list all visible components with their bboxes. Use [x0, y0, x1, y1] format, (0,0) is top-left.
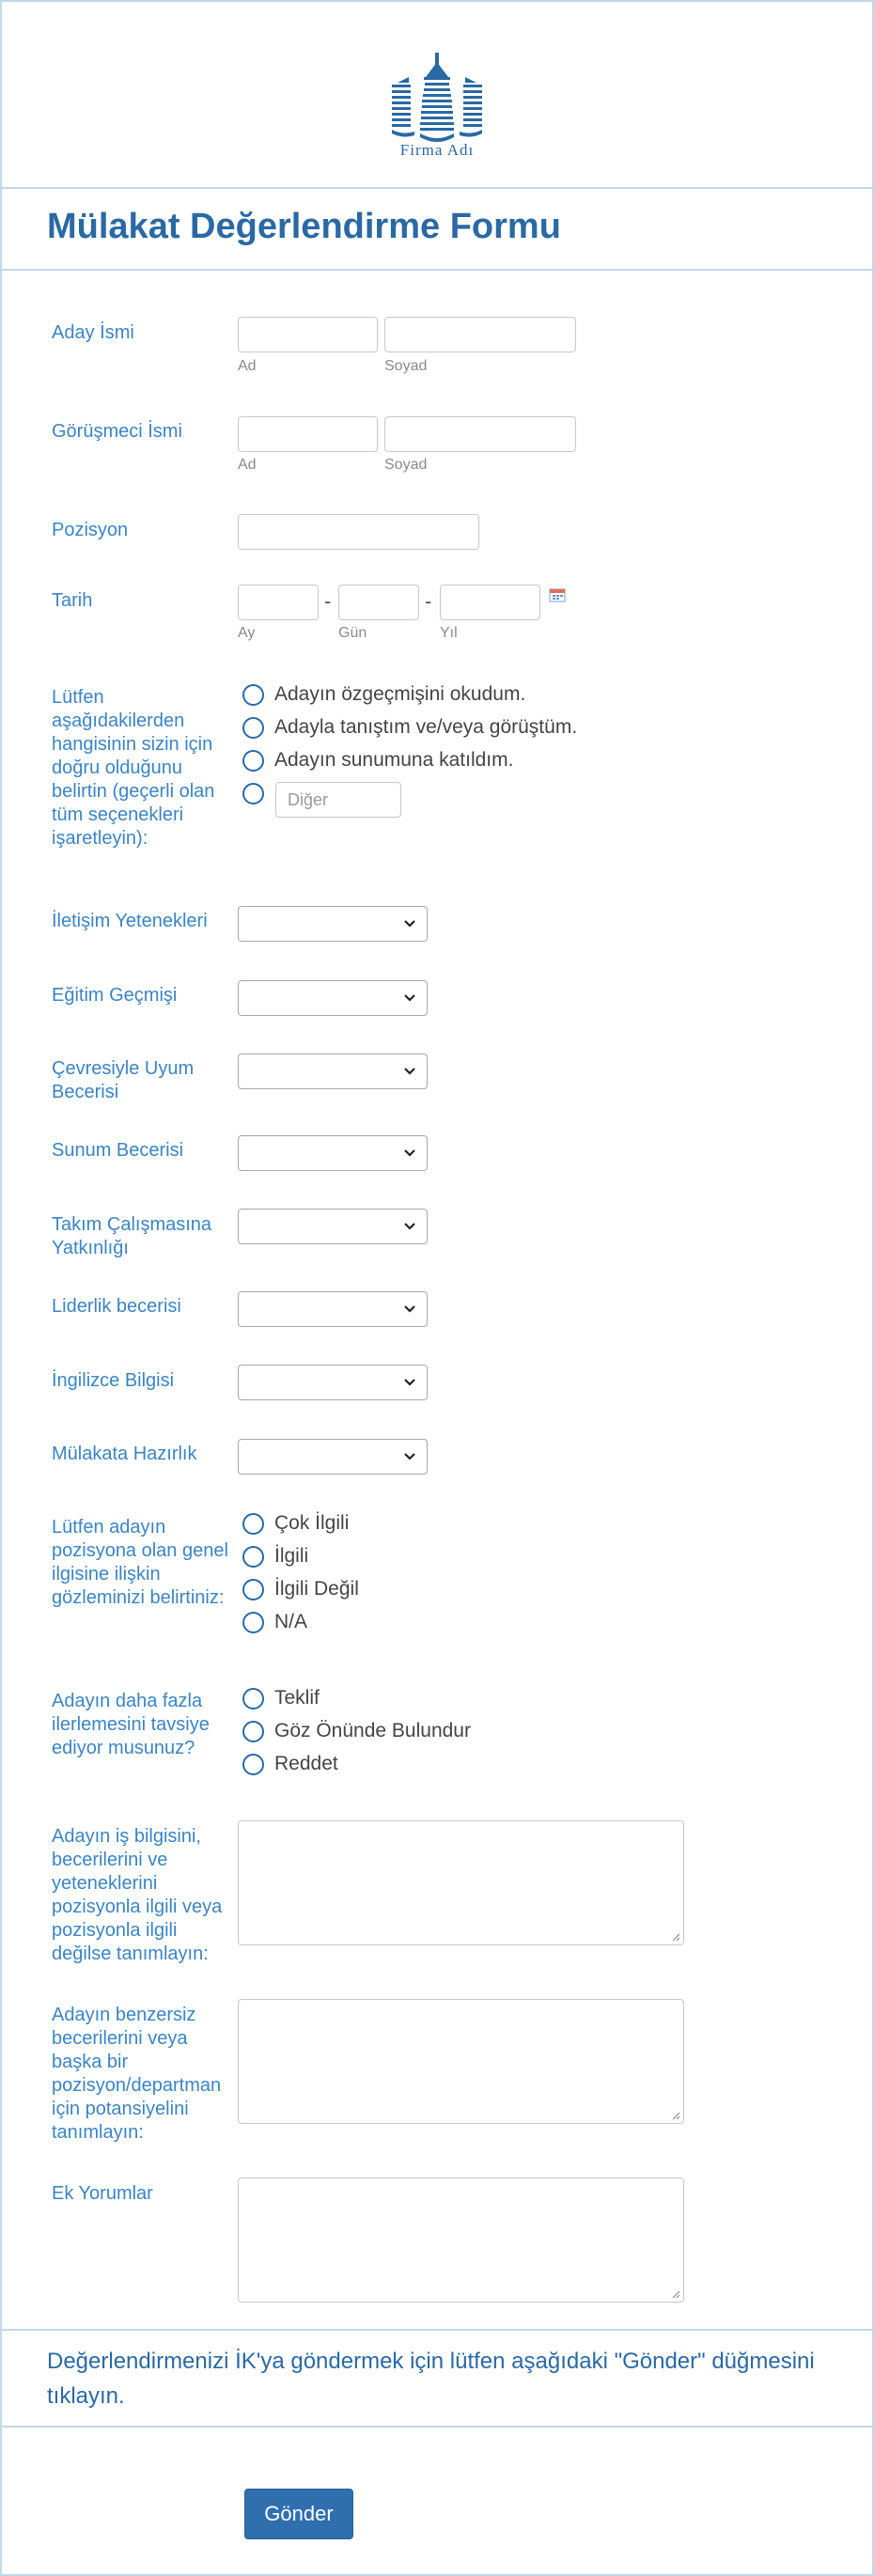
interviewer-first-name-sublabel: Ad [238, 457, 257, 473]
interest-option[interactable] [242, 1609, 307, 1635]
comments-textarea[interactable] [238, 2178, 684, 2303]
applicable-option-other[interactable] [242, 780, 264, 806]
preparation-select[interactable] [238, 1439, 428, 1475]
unique-skills-label: Adayın benzersiz becerilerini veya başka bir pozisyon/departman için potansiyelini tanımlayın: [52, 2005, 222, 2143]
footer-divider [0, 2426, 874, 2428]
radio-icon[interactable] [242, 1513, 264, 1535]
radio-icon[interactable] [242, 684, 264, 706]
header-divider [0, 187, 874, 189]
radio-icon[interactable] [242, 1688, 264, 1710]
submit-button[interactable]: Gönder [244, 2489, 353, 2539]
communication-skills-select[interactable] [238, 906, 428, 942]
radio-icon[interactable] [242, 1721, 264, 1742]
interest-option-label: İlgili [274, 1545, 309, 1567]
candidate-first-name-sublabel: Ad [238, 358, 257, 374]
form-title: Mülakat Değerlendirme Formu [47, 207, 561, 246]
rating-label: Mülakata Hazırlık [52, 1444, 197, 1464]
date-separator: - [324, 589, 332, 613]
candidate-first-name-input[interactable] [238, 317, 378, 352]
chevron-down-icon [402, 1448, 417, 1463]
radio-icon[interactable] [242, 783, 264, 804]
date-day-sublabel: Gün [338, 625, 367, 641]
adaptability-select[interactable] [238, 1054, 428, 1089]
education-select[interactable] [238, 980, 428, 1016]
radio-icon[interactable] [242, 1546, 264, 1568]
calendar-icon[interactable] [549, 587, 566, 602]
resize-grip-icon[interactable] [670, 1931, 680, 1942]
interviewer-last-name-sublabel: Soyad [384, 457, 428, 473]
rating-label: İletişim Yetenekleri [52, 911, 208, 931]
rating-label: İngilizce Bilgisi [52, 1370, 175, 1391]
position-input[interactable] [238, 514, 479, 550]
date-year-sublabel: Yıl [440, 625, 458, 641]
chevron-down-icon [402, 1145, 417, 1160]
date-label: Tarih [52, 590, 93, 611]
applicable-label: Lütfen aşağıdakilerden hangisinin sizin için doğru olduğunu belirtin (geçerli olan tüm seçenekleri işaretleyin): [52, 687, 215, 849]
recommend-option[interactable] [242, 1718, 471, 1744]
applicable-option[interactable] [242, 681, 525, 708]
interest-option-label: İlgili Değil [274, 1578, 359, 1600]
chevron-down-icon [402, 915, 417, 930]
interviewer-name-label: Görüşmeci İsmi [52, 421, 182, 442]
rating-label: Çevresiyle Uyum Becerisi [52, 1058, 195, 1102]
teamwork-select[interactable] [238, 1209, 428, 1244]
resize-grip-icon[interactable] [670, 2110, 680, 2120]
rating-label: Sunum Becerisi [52, 1140, 184, 1161]
radio-icon[interactable] [242, 1754, 264, 1775]
interest-label: Lütfen adayın pozisyona olan genel ilgisine ilişkin gözleminizi belirtiniz: [52, 1517, 228, 1608]
resize-grip-icon[interactable] [670, 2288, 680, 2299]
footer-note: Değerlendirmenizi İK'ya göndermek için lütfen aşağıdaki "Gönder" düğmesini tıklayın. [47, 2349, 815, 2409]
radio-icon[interactable] [242, 750, 264, 772]
chevron-down-icon [402, 990, 417, 1005]
interviewer-last-name-input[interactable] [384, 416, 576, 452]
chevron-down-icon [402, 1218, 417, 1233]
recommend-option-label: Reddet [274, 1753, 338, 1774]
presentation-skills-select[interactable] [238, 1135, 428, 1171]
interest-option[interactable] [242, 1543, 308, 1569]
interviewer-first-name-input[interactable] [238, 416, 378, 452]
interest-option[interactable] [242, 1510, 349, 1537]
rating-label: Eğitim Geçmişi [52, 985, 178, 1006]
english-select[interactable] [238, 1365, 428, 1400]
recommend-label: Adayın daha fazla ilerlemesini tavsiye ediyor musunuz? [52, 1691, 210, 1758]
radio-icon[interactable] [242, 1579, 264, 1600]
date-month-sublabel: Ay [238, 625, 256, 641]
candidate-last-name-sublabel: Soyad [384, 358, 428, 374]
date-separator: - [425, 589, 432, 613]
radio-icon[interactable] [242, 1612, 264, 1633]
candidate-name-label: Aday İsmi [52, 322, 134, 343]
chevron-down-icon [402, 1301, 417, 1316]
date-month-input[interactable] [238, 585, 319, 620]
position-label: Pozisyon [52, 520, 129, 540]
recommend-option-label: Göz Önünde Bulundur [274, 1720, 471, 1741]
chevron-down-icon [402, 1063, 417, 1078]
company-name: Firma Adı [399, 141, 475, 159]
rating-label: Liderlik becerisi [52, 1296, 181, 1317]
applicable-option-label: Adayla tanıştım ve/veya görüştüm. [274, 716, 578, 738]
unique-skills-textarea[interactable] [238, 1999, 684, 2124]
interest-option-label: Çok İlgili [274, 1512, 350, 1534]
applicable-option-label: Adayın özgeçmişini okudum. [274, 683, 526, 705]
leadership-select[interactable] [238, 1291, 428, 1327]
recommend-option[interactable] [242, 1751, 338, 1777]
interest-option[interactable] [242, 1576, 359, 1602]
other-input[interactable] [275, 782, 401, 818]
applicable-option[interactable] [242, 714, 577, 741]
candidate-last-name-input[interactable] [384, 317, 576, 352]
applicable-option[interactable] [242, 747, 513, 773]
date-year-input[interactable] [440, 585, 540, 620]
date-day-input[interactable] [338, 585, 419, 620]
radio-icon[interactable] [242, 717, 264, 739]
job-knowledge-textarea[interactable] [238, 1820, 684, 1945]
comments-label: Ek Yorumlar [52, 2183, 153, 2204]
rating-label: Takım Çalışmasına Yatkınlığı [52, 1214, 212, 1258]
chevron-down-icon [402, 1374, 417, 1389]
job-knowledge-label: Adayın iş bilgisini, becerilerini ve yeteneklerini pozisyonla ilgili veya pozisyonla ilgili değilse tanımlayın: [52, 1826, 223, 1964]
interest-option-label: N/A [274, 1611, 308, 1632]
recommend-option[interactable] [242, 1685, 320, 1711]
title-divider [0, 269, 874, 271]
recommend-option-label: Teklif [274, 1687, 320, 1709]
footer-divider [0, 2329, 874, 2331]
applicable-option-label: Adayın sunumuna katıldım. [274, 749, 514, 771]
